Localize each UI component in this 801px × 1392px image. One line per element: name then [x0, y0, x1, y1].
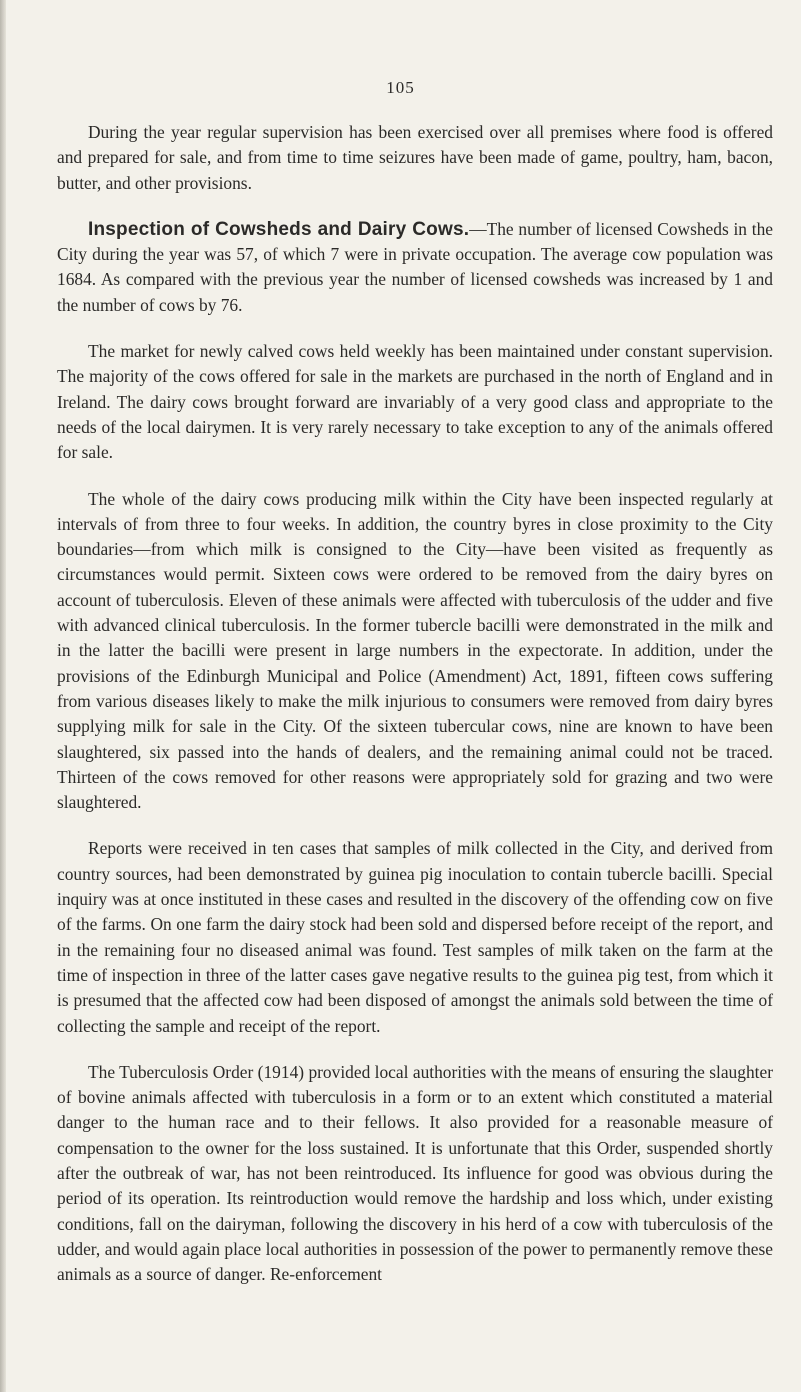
paragraph-text: The market for newly calved cows held weekly has been maintained under constant supervision. The majority of the cows offered for sale in the markets are purchased in the north of England and in Ireland. The dairy cows brought forward are invariably of a very good class and appropriate to the needs of the local dairymen. It is very rarely necessary to take exception to any of the animals offered for sale. [57, 341, 773, 463]
paragraph-milk-reports [57, 836, 773, 1038]
paragraph-text: The whole of the dairy cows producing milk within the City have been inspected regularly at intervals of from three to four weeks. In addition, the country byres in close proximity to the City boundaries—from which milk is consigned to the City—have been visited as frequently as circumstances would permit. Sixteen cows were ordered to be removed from the dairy byres on account of tuberculosis. Eleven of these animals were affected with tuberculosis of the udder and five with advanced clinical tuberculosis. In the former tubercle bacilli were demonstrated in the milk and in the latter the bacilli were present in large numbers in the expectorate. In addition, under the provisions of the Edinburgh Municipal and Police (Amendment) Act, 1891, fifteen cows suffering from various diseases likely to make the milk injurious to consumers were removed from dairy byres supplying milk for sale in the City. Of the sixteen tubercular cows, nine are known to have been slaughtered, six passed into the hands of dealers, and the remaining animal could not be traced. Thirteen of the cows removed for other reasons were appropriately sold for grazing and two were slaughtered. [57, 488, 773, 813]
paragraph-market [57, 339, 773, 465]
paragraph-text: —The number of licensed Cowsheds in the City during the year was 57, of which 7 were in private occupation. The average cow population was 1684. As compared with the previous year the number of licensed cowsheds was increased by 1 and the number of cows by 76. [57, 218, 773, 315]
body-text [57, 120, 773, 1308]
paragraph-text: During the year regular supervision has been exercised over all premises where food is offered and prepared for sale, and from time to time seizures have been made of game, poultry, ham, bacon, butter, and other provisions. [57, 122, 773, 193]
paragraph-food-supervision [57, 120, 773, 196]
paragraph-cowsheds [57, 217, 773, 318]
paragraph-text: Reports were received in ten cases that samples of milk collected in the City, and derived from country sources, had been demonstrated by guinea pig inoculation to contain tubercle bacilli. Special inquiry was at once instituted in these cases and resulted in the discovery of the offending cow on five of the farms. On one farm the dairy stock had been sold and dispersed before receipt of the report, and in the remaining four no diseased animal was found. Test samples of milk taken on the farm at the time of inspection in three of the latter cases gave negative results to the guinea pig test, from which it is presumed that the affected cow had been disposed of amongst the animals sold between the time of collecting the sample and receipt of the report. [57, 838, 773, 1036]
paragraph-dairy-inspection [57, 487, 773, 816]
section-heading: Inspection of Cowsheds and Dairy Cows. [88, 218, 470, 240]
paragraph-text: The Tuberculosis Order (1914) provided local authorities with the means of ensuring the slaughter of bovine animals affected with tuberculosis in a form or to an extent which constituted a material danger to the human race and to their fellows. It also provided for a reasonable measure of compensation to the owner for the loss sustained. It is unfortunate that this Order, suspended shortly after the outbreak of war, has not been reintroduced. Its influence for good was obvious during the period of its operation. Its reintroduction would remove the hardship and loss which, under existing conditions, fall on the dairyman, following the discovery in his herd of a cow with tuberculosis of the udder, and would again place local authorities in possession of the power to permanently remove these animals as a source of danger. Re-enforcement [57, 1061, 773, 1285]
page-edge-shadow [0, 0, 6, 1392]
paragraph-tuberculosis-order [57, 1060, 773, 1288]
page-number: 105 [386, 78, 415, 97]
